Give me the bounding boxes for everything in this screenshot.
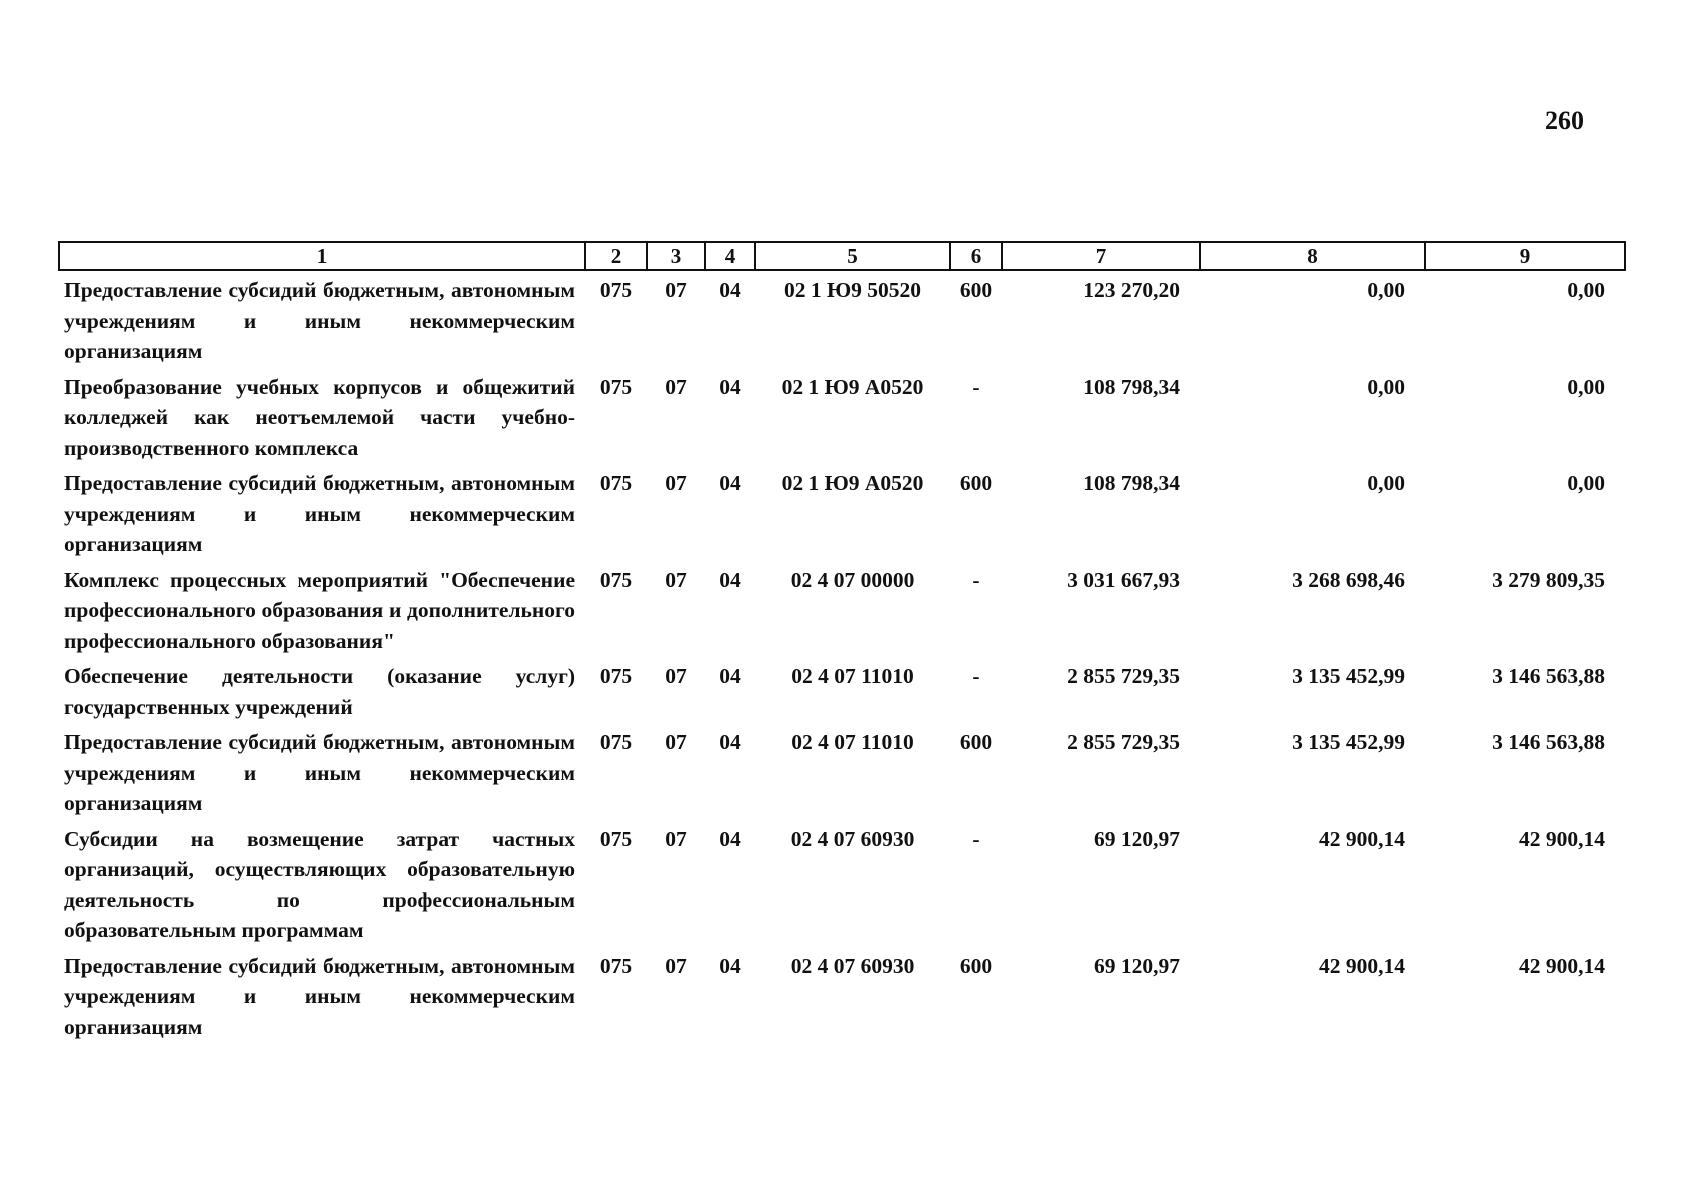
target-article-cell: 02 4 07 60930 bbox=[790, 953, 915, 978]
amount-cell-col8: 3 135 452,99 bbox=[1292, 730, 1405, 754]
row-name-cell: Субсидии на возмещение затрат частных организаций, осуществляющих образовательную деятельность по профессиональным образовательным программам bbox=[64, 826, 575, 942]
amount-cell-col9: 3 279 809,35 bbox=[1492, 567, 1605, 592]
table-row bbox=[59, 368, 1625, 465]
target-article-cell: 02 1 Ю9 А0520 bbox=[781, 471, 924, 495]
expense-type-cell: 600 bbox=[959, 953, 993, 978]
table-row bbox=[59, 561, 1625, 658]
amount-cell-col9: 42 900,14 bbox=[1519, 953, 1605, 978]
column-header: 6 bbox=[950, 242, 1002, 270]
row-name-cell: Предоставление субсидий бюджетным, автономным учреждениям и иным некоммерческим организациям bbox=[64, 730, 575, 815]
column-header: 1 bbox=[59, 242, 585, 270]
amount-cell-col9: 0,00 bbox=[1567, 278, 1605, 302]
column-header: 9 bbox=[1425, 242, 1625, 270]
admin-code-cell: 075 bbox=[599, 664, 633, 688]
row-name-cell: Предоставление субсидий бюджетным, автономным учреждениям и иным некоммерческим организациям bbox=[64, 278, 575, 363]
amount-cell-col7: 2 855 729,35 bbox=[1067, 730, 1180, 754]
target-article-cell: 02 4 07 11010 bbox=[791, 730, 914, 754]
amount-cell-col9: 42 900,14 bbox=[1519, 826, 1605, 851]
row-name-cell: Комплекс процессных мероприятий "Обеспечение профессионального образования и дополнительного профессионального образования" bbox=[64, 567, 575, 653]
amount-cell-col8: 42 900,14 bbox=[1319, 953, 1405, 978]
column-header: 2 bbox=[585, 242, 647, 270]
amount-cell-col9: 3 146 563,88 bbox=[1492, 664, 1605, 688]
section-cell: 07 bbox=[665, 826, 687, 851]
column-header: 8 bbox=[1200, 242, 1425, 270]
expense-type-cell: - bbox=[972, 374, 980, 399]
admin-code-cell: 075 bbox=[599, 953, 633, 978]
amount-cell-col8: 3 135 452,99 bbox=[1292, 664, 1405, 688]
budget-table bbox=[58, 241, 1626, 1043]
amount-cell-col7: 2 855 729,35 bbox=[1067, 664, 1180, 688]
target-article-cell: 02 1 Ю9 А0520 bbox=[781, 374, 924, 399]
row-name-cell: Предоставление субсидий бюджетным, автономным учреждениям и иным некоммерческим организациям bbox=[64, 953, 575, 1039]
subsection-cell: 04 bbox=[719, 471, 741, 495]
expense-type-cell: 600 bbox=[959, 278, 993, 302]
amount-cell-col8: 0,00 bbox=[1367, 278, 1405, 302]
amount-cell-col7: 69 120,97 bbox=[1094, 953, 1180, 978]
subsection-cell: 04 bbox=[719, 826, 741, 851]
expense-type-cell: - bbox=[972, 567, 980, 592]
amount-cell-col9: 0,00 bbox=[1567, 374, 1605, 399]
amount-cell-col8: 0,00 bbox=[1367, 374, 1405, 399]
expense-type-cell: - bbox=[972, 826, 980, 851]
target-article-cell: 02 4 07 11010 bbox=[791, 664, 914, 688]
amount-cell-col9: 3 146 563,88 bbox=[1492, 730, 1605, 754]
admin-code-cell: 075 bbox=[599, 374, 633, 399]
subsection-cell: 04 bbox=[719, 567, 741, 592]
admin-code-cell: 075 bbox=[599, 730, 633, 754]
admin-code-cell: 075 bbox=[599, 826, 633, 851]
column-header: 3 bbox=[647, 242, 705, 270]
amount-cell-col7: 108 798,34 bbox=[1083, 471, 1180, 495]
expense-type-cell: 600 bbox=[959, 730, 993, 754]
table-body bbox=[59, 270, 1625, 1043]
amount-cell-col8: 42 900,14 bbox=[1319, 826, 1405, 851]
amount-cell-col7: 108 798,34 bbox=[1083, 374, 1180, 399]
subsection-cell: 04 bbox=[719, 664, 741, 688]
section-cell: 07 bbox=[665, 730, 687, 754]
row-name-cell: Обеспечение деятельности (оказание услуг) государственных учреждений bbox=[64, 664, 575, 719]
column-header: 5 bbox=[755, 242, 950, 270]
table-header-row bbox=[59, 242, 1625, 270]
subsection-cell: 04 bbox=[719, 730, 741, 754]
row-name-cell: Преобразование учебных корпусов и общежитий колледжей как неотъемлемой части учебно-производственного комплекса bbox=[64, 374, 575, 460]
section-cell: 07 bbox=[665, 953, 687, 978]
table-row bbox=[59, 947, 1625, 1044]
subsection-cell: 04 bbox=[719, 278, 741, 302]
expense-type-cell: - bbox=[972, 664, 980, 688]
target-article-cell: 02 4 07 00000 bbox=[790, 567, 915, 592]
section-cell: 07 bbox=[665, 278, 687, 302]
amount-cell-col8: 0,00 bbox=[1367, 471, 1405, 495]
page-number: 260 bbox=[1545, 106, 1584, 135]
column-header: 7 bbox=[1002, 242, 1200, 270]
target-article-cell: 02 1 Ю9 50520 bbox=[783, 278, 922, 302]
expense-type-cell: 600 bbox=[959, 471, 993, 495]
admin-code-cell: 075 bbox=[599, 471, 633, 495]
table-row bbox=[59, 270, 1625, 368]
section-cell: 07 bbox=[665, 664, 687, 688]
subsection-cell: 04 bbox=[719, 953, 741, 978]
column-header: 4 bbox=[705, 242, 755, 270]
section-cell: 07 bbox=[665, 567, 687, 592]
table-row bbox=[59, 657, 1625, 723]
amount-cell-col7: 69 120,97 bbox=[1094, 826, 1180, 851]
target-article-cell: 02 4 07 60930 bbox=[790, 826, 915, 851]
section-cell: 07 bbox=[665, 471, 687, 495]
amount-cell-col9: 0,00 bbox=[1567, 471, 1605, 495]
table-row bbox=[59, 820, 1625, 947]
row-name-cell: Предоставление субсидий бюджетным, автономным учреждениям и иным некоммерческим организациям bbox=[64, 471, 575, 556]
amount-cell-col7: 3 031 667,93 bbox=[1067, 567, 1180, 592]
table-row bbox=[59, 464, 1625, 561]
table-row bbox=[59, 723, 1625, 820]
admin-code-cell: 075 bbox=[599, 567, 633, 592]
amount-cell-col8: 3 268 698,46 bbox=[1292, 567, 1405, 592]
subsection-cell: 04 bbox=[719, 374, 741, 399]
amount-cell-col7: 123 270,20 bbox=[1083, 278, 1180, 302]
admin-code-cell: 075 bbox=[599, 278, 633, 302]
section-cell: 07 bbox=[665, 374, 687, 399]
